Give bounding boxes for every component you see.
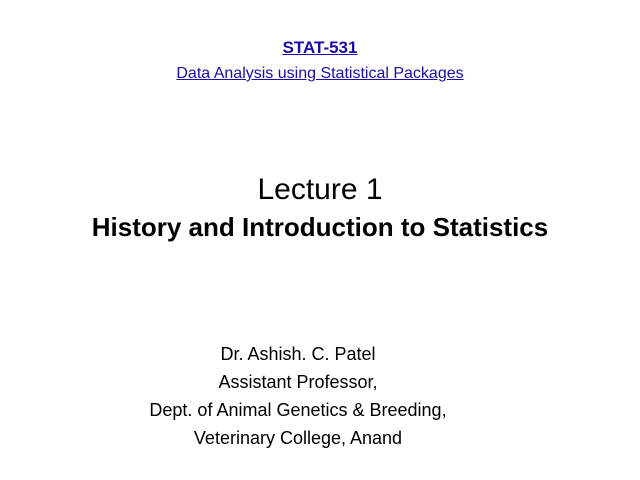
lecture-number: Lecture 1 xyxy=(257,173,383,206)
course-header xyxy=(0,36,640,86)
author-institution: Veterinary College, Anand xyxy=(193,428,403,448)
author-block xyxy=(96,340,500,452)
lecture-title: History and Introduction to Statistics xyxy=(91,212,549,242)
author-name: Dr. Ashish. C. Patel xyxy=(220,344,376,364)
lecture-title-block xyxy=(0,170,640,244)
course-code-link[interactable]: STAT-531 xyxy=(282,38,358,57)
course-name-link[interactable]: Data Analysis using Statistical Packages xyxy=(176,65,464,82)
author-position: Assistant Professor, xyxy=(218,372,378,392)
author-department: Dept. of Animal Genetics & Breeding, xyxy=(149,400,447,420)
